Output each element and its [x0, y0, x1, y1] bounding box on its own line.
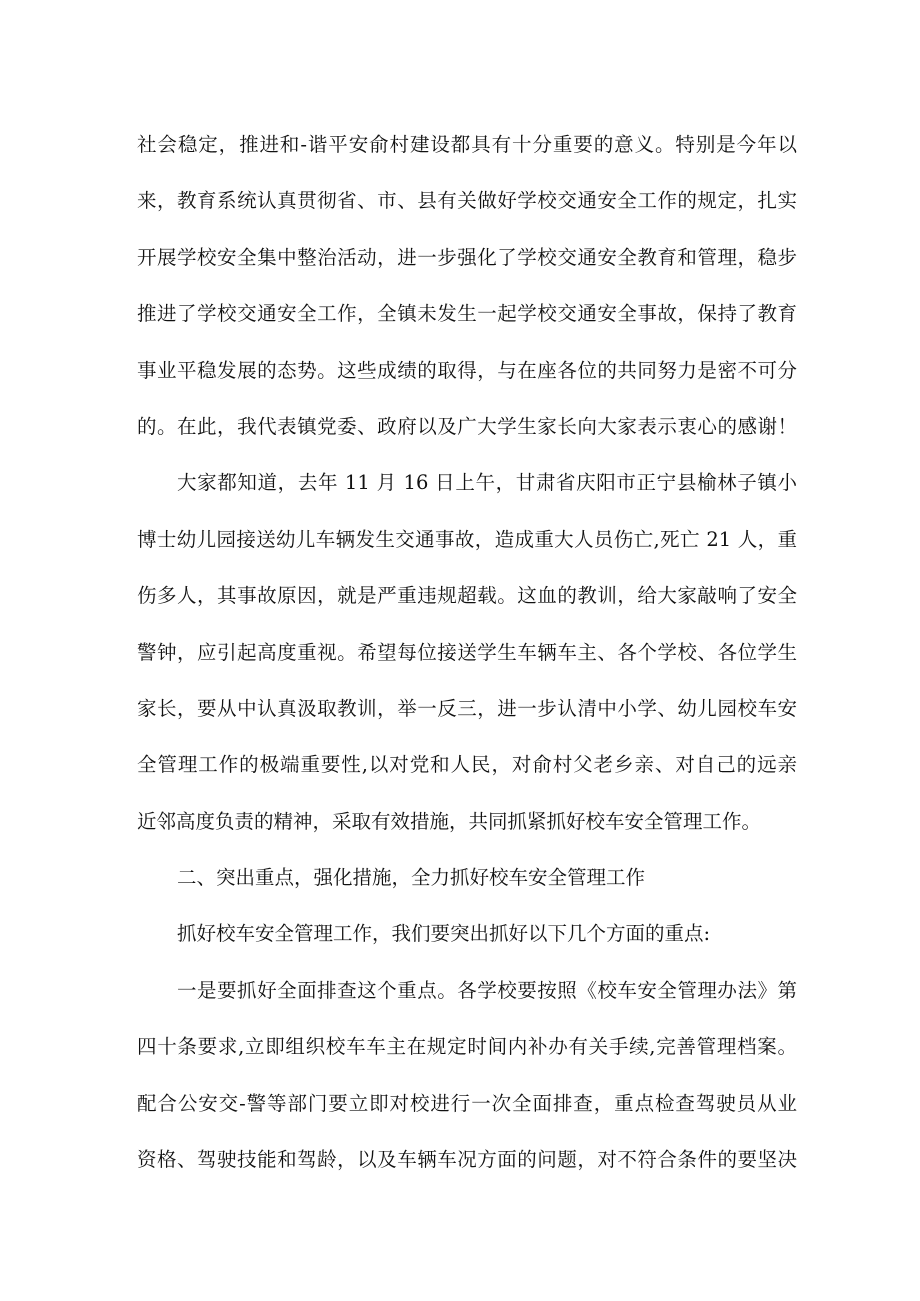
paragraph-line: 一是要抓好全面排查这个重点。各学校要按照《校车安全管理办法》第 — [177, 978, 797, 1002]
paragraph-line: 大家都知道，去年 11 月 16 日上午，甘肃省庆阳市正宁县榆林子镇小 — [177, 471, 797, 495]
paragraph-line: 的。在此，我代表镇党委、政府以及广大学生家长向大家表示衷心的感谢！ — [137, 414, 797, 438]
paragraph-line: 警钟，应引起高度重视。希望每位接送学生车辆车主、各个学校、各位学生 — [137, 640, 797, 664]
paragraph-line: 社会稳定，推进和-谐平安俞村建设都具有十分重要的意义。特别是今年以 — [137, 133, 797, 156]
document-body — [137, 117, 797, 1188]
paragraph-line: 近邻高度负责的精神，采取有效措施，共同抓紧抓好校车安全管理工作。 — [137, 809, 762, 833]
paragraph-line: 资格、驾驶技能和驾龄，以及车辆车况方面的问题，对不符合条件的要坚决 — [137, 1148, 797, 1172]
paragraph-line: 配合公安交-警等部门要立即对校进行一次全面排查，重点检查驾驶员从业 — [137, 1091, 797, 1115]
paragraph-line: 推进了学校交通安全工作，全镇未发生一起学校交通安全事故，保持了教育 — [137, 302, 797, 326]
paragraph-line: 抓好校车安全管理工作，我们要突出抓好以下几个方面的重点: — [177, 922, 711, 946]
paragraph-line: 四十条要求,立即组织校车车主在规定时间内补办有关手续,完善管理档案。 — [137, 1035, 797, 1059]
paragraph-line: 博士幼儿园接送幼儿车辆发生交通事故，造成重大人员伤亡,死亡 21 人，重 — [137, 527, 797, 551]
paragraph-line: 来，教育系统认真贯彻省、市、县有关做好学校交通安全工作的规定，扎实 — [137, 189, 797, 213]
paragraph-line: 家长，要从中认真汲取教训，举一反三，进一步认清中小学、幼儿园校车安 — [137, 696, 797, 720]
paragraph-line: 伤多人，其事故原因，就是严重违规超载。这血的教训，给大家敲响了安全 — [137, 584, 797, 608]
paragraph-line: 事业平稳发展的态势。这些成绩的取得，与在座各位的共同努力是密不可分 — [137, 358, 797, 382]
section-heading: 二、突出重点，强化措施，全力抓好校车安全管理工作 — [177, 866, 646, 890]
paragraph-line: 全管理工作的极端重要性,以对党和人民，对俞村父老乡亲、对自己的远亲 — [137, 753, 797, 777]
paragraph-line: 开展学校安全集中整治活动，进一步强化了学校交通安全教育和管理，稳步 — [137, 245, 797, 269]
